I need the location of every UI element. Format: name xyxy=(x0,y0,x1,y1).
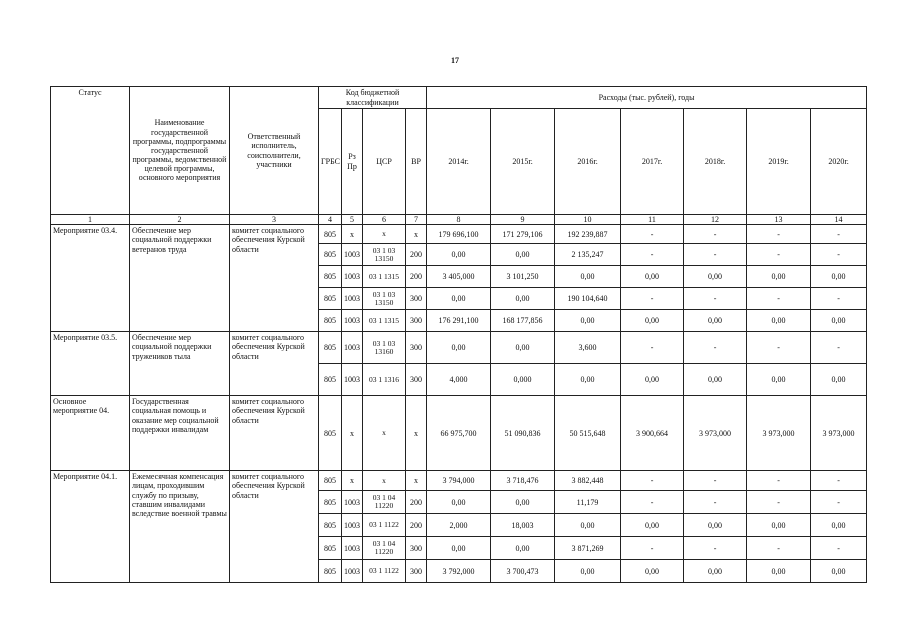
expense-value-cell: 0,00 xyxy=(555,310,621,332)
expense-value-cell: 2 135,247 xyxy=(555,244,621,266)
expense-value-cell: 3 973,000 xyxy=(747,396,811,471)
responsible-cell: комитет социального обеспечения Курской области xyxy=(230,396,319,471)
expense-value-cell: 0,00 xyxy=(747,266,811,288)
expense-value-cell: 3 900,664 xyxy=(621,396,684,471)
vr-cell: 300 xyxy=(406,332,427,364)
expense-value-cell: 18,003 xyxy=(491,514,555,537)
column-number: 3 xyxy=(230,215,319,225)
rzpr-cell: х xyxy=(342,396,363,471)
csr-cell: х xyxy=(363,225,406,244)
table-body xyxy=(51,215,867,583)
expense-value-cell: - xyxy=(811,225,867,244)
grbs-cell: 805 xyxy=(319,396,342,471)
expense-value-cell: - xyxy=(621,471,684,491)
header-year: 2018г. xyxy=(684,109,747,215)
expense-value-cell: - xyxy=(621,537,684,560)
status-cell: Мероприятие 04.1. xyxy=(51,471,130,583)
expense-value-cell: 3 871,269 xyxy=(555,537,621,560)
expense-value-cell: 0,00 xyxy=(621,514,684,537)
expense-value-cell: 50 515,648 xyxy=(555,396,621,471)
grbs-cell: 805 xyxy=(319,491,342,514)
column-number: 6 xyxy=(363,215,406,225)
status-cell: Мероприятие 03.4. xyxy=(51,225,130,332)
expense-value-cell: 0,00 xyxy=(747,310,811,332)
grbs-cell: 805 xyxy=(319,244,342,266)
column-number: 13 xyxy=(747,215,811,225)
expense-value-cell: 0,00 xyxy=(491,491,555,514)
expense-value-cell: 3 101,250 xyxy=(491,266,555,288)
rzpr-cell: 1003 xyxy=(342,364,363,396)
expense-value-cell: - xyxy=(684,471,747,491)
expense-value-cell: 3 792,000 xyxy=(427,560,491,583)
rzpr-cell: 1003 xyxy=(342,514,363,537)
expense-value-cell: 3,600 xyxy=(555,332,621,364)
expense-value-cell: 0,00 xyxy=(555,560,621,583)
expense-value-cell: - xyxy=(811,471,867,491)
expense-value-cell: 0,00 xyxy=(555,364,621,396)
responsible-cell: комитет социального обеспечения Курской области xyxy=(230,332,319,396)
status-cell: Мероприятие 03.5. xyxy=(51,332,130,396)
header-csr: ЦСР xyxy=(363,109,406,215)
program-name-cell: Государственная социальная помощь и оказание мер социальной поддержки инвалидам xyxy=(130,396,230,471)
header-year: 2016г. xyxy=(555,109,621,215)
expense-value-cell: 192 239,887 xyxy=(555,225,621,244)
page-number: 17 xyxy=(451,56,459,65)
expense-value-cell: 179 696,100 xyxy=(427,225,491,244)
column-number: 1 xyxy=(51,215,130,225)
expense-value-cell: 3 973,000 xyxy=(811,396,867,471)
expense-value-cell: - xyxy=(747,332,811,364)
expense-value-cell: - xyxy=(684,491,747,514)
expense-value-cell: 0,00 xyxy=(747,514,811,537)
expense-value-cell: 0,00 xyxy=(811,310,867,332)
rzpr-cell: х xyxy=(342,225,363,244)
header-year: 2015г. xyxy=(491,109,555,215)
expense-value-cell: - xyxy=(684,225,747,244)
column-number: 8 xyxy=(427,215,491,225)
expense-value-cell: 66 975,700 xyxy=(427,396,491,471)
table-row xyxy=(51,396,867,471)
rzpr-cell: х xyxy=(342,471,363,491)
expense-value-cell: - xyxy=(684,288,747,310)
rzpr-cell: 1003 xyxy=(342,244,363,266)
column-number: 10 xyxy=(555,215,621,225)
vr-cell: х xyxy=(406,225,427,244)
program-name-cell: Ежемесячная компенсация лицам, проходившим службу по призыву, ставшим инвалидами вследствие военной травмы xyxy=(130,471,230,583)
expense-value-cell: 3 973,000 xyxy=(684,396,747,471)
expense-value-cell: 0,00 xyxy=(747,364,811,396)
responsible-cell: комитет социального обеспечения Курской области xyxy=(230,225,319,332)
expense-value-cell: - xyxy=(621,244,684,266)
program-name-cell: Обеспечение мер социальной поддержки тружеников тыла xyxy=(130,332,230,396)
expense-value-cell: 176 291,100 xyxy=(427,310,491,332)
rzpr-cell: 1003 xyxy=(342,266,363,288)
column-number: 11 xyxy=(621,215,684,225)
vr-cell: х xyxy=(406,471,427,491)
column-number: 7 xyxy=(406,215,427,225)
expense-value-cell: - xyxy=(811,491,867,514)
header-program-name: Наименование государственной программы, подпрограммы государственной программы, ведомственной целевой программы, основного мероприятия xyxy=(130,87,230,215)
expense-value-cell: 0,00 xyxy=(555,514,621,537)
table-row xyxy=(51,332,867,364)
header-grbs: ГРБС xyxy=(319,109,342,215)
expense-value-cell: - xyxy=(811,288,867,310)
vr-cell: 200 xyxy=(406,266,427,288)
expense-value-cell: 3 718,476 xyxy=(491,471,555,491)
csr-cell: 03 1 04 11220 xyxy=(363,537,406,560)
expense-value-cell: - xyxy=(621,225,684,244)
expense-value-cell: 0,00 xyxy=(684,310,747,332)
expense-value-cell: 2,000 xyxy=(427,514,491,537)
expense-value-cell: 3 700,473 xyxy=(491,560,555,583)
expense-value-cell: 0,00 xyxy=(427,491,491,514)
table-row xyxy=(51,471,867,491)
csr-cell: 03 1 1122 xyxy=(363,560,406,583)
expense-value-cell: 0,00 xyxy=(491,537,555,560)
expense-value-cell: - xyxy=(747,288,811,310)
expense-value-cell: 0,00 xyxy=(491,244,555,266)
expense-value-cell: 0,00 xyxy=(427,288,491,310)
expense-value-cell: 0,00 xyxy=(811,266,867,288)
expense-value-cell: - xyxy=(811,332,867,364)
rzpr-cell: 1003 xyxy=(342,537,363,560)
column-number-row xyxy=(51,215,867,225)
expense-value-cell: - xyxy=(621,332,684,364)
vr-cell: 300 xyxy=(406,310,427,332)
rzpr-cell: 1003 xyxy=(342,310,363,332)
responsible-cell: комитет социального обеспечения Курской области xyxy=(230,471,319,583)
expense-value-cell: 0,00 xyxy=(811,514,867,537)
expense-value-cell: 0,00 xyxy=(427,332,491,364)
header-year: 2014г. xyxy=(427,109,491,215)
vr-cell: х xyxy=(406,396,427,471)
csr-cell: 03 1 03 13150 xyxy=(363,244,406,266)
expense-value-cell: - xyxy=(811,244,867,266)
rzpr-cell: 1003 xyxy=(342,491,363,514)
header-year: 2017г. xyxy=(621,109,684,215)
csr-cell: 03 1 1122 xyxy=(363,514,406,537)
budget-table xyxy=(50,86,867,583)
expense-value-cell: 0,00 xyxy=(621,560,684,583)
expense-value-cell: - xyxy=(747,491,811,514)
expense-value-cell: - xyxy=(747,537,811,560)
column-number: 4 xyxy=(319,215,342,225)
expense-value-cell: - xyxy=(684,332,747,364)
expense-value-cell: - xyxy=(747,471,811,491)
status-cell: Основное мероприятие 04. xyxy=(51,396,130,471)
expense-value-cell: 0,00 xyxy=(684,266,747,288)
expense-value-cell: 0,00 xyxy=(684,560,747,583)
header-vr: ВР xyxy=(406,109,427,215)
vr-cell: 300 xyxy=(406,560,427,583)
rzpr-cell: 1003 xyxy=(342,332,363,364)
expense-value-cell: 0,00 xyxy=(427,244,491,266)
vr-cell: 300 xyxy=(406,537,427,560)
expense-value-cell: - xyxy=(747,225,811,244)
grbs-cell: 805 xyxy=(319,225,342,244)
csr-cell: х xyxy=(363,471,406,491)
rzpr-cell: 1003 xyxy=(342,560,363,583)
expense-value-cell: 11,179 xyxy=(555,491,621,514)
rzpr-cell: 1003 xyxy=(342,288,363,310)
program-name-cell: Обеспечение мер социальной поддержки ветеранов труда xyxy=(130,225,230,332)
csr-cell: 03 1 03 13150 xyxy=(363,288,406,310)
column-number: 9 xyxy=(491,215,555,225)
csr-cell: х xyxy=(363,396,406,471)
csr-cell: 03 1 1315 xyxy=(363,266,406,288)
expense-value-cell: - xyxy=(621,288,684,310)
csr-cell: 03 1 04 11220 xyxy=(363,491,406,514)
grbs-cell: 805 xyxy=(319,514,342,537)
vr-cell: 300 xyxy=(406,288,427,310)
vr-cell: 200 xyxy=(406,491,427,514)
grbs-cell: 805 xyxy=(319,288,342,310)
vr-cell: 300 xyxy=(406,364,427,396)
expense-value-cell: 3 405,000 xyxy=(427,266,491,288)
grbs-cell: 805 xyxy=(319,364,342,396)
header-year: 2020г. xyxy=(811,109,867,215)
grbs-cell: 805 xyxy=(319,471,342,491)
column-number: 5 xyxy=(342,215,363,225)
header-rzpr: Рз Пр xyxy=(342,109,363,215)
expense-value-cell: 0,00 xyxy=(621,310,684,332)
expense-value-cell: 168 177,856 xyxy=(491,310,555,332)
csr-cell: 03 1 1316 xyxy=(363,364,406,396)
expense-value-cell: 4,000 xyxy=(427,364,491,396)
expense-value-cell: - xyxy=(684,244,747,266)
header-budget-code: Код бюджетной классификации xyxy=(319,87,427,109)
grbs-cell: 805 xyxy=(319,332,342,364)
table-row xyxy=(51,225,867,244)
header-year: 2019г. xyxy=(747,109,811,215)
expense-value-cell: - xyxy=(684,537,747,560)
grbs-cell: 805 xyxy=(319,310,342,332)
expense-value-cell: 171 279,106 xyxy=(491,225,555,244)
column-number: 2 xyxy=(130,215,230,225)
expense-value-cell: 51 090,836 xyxy=(491,396,555,471)
grbs-cell: 805 xyxy=(319,266,342,288)
csr-cell: 03 1 1315 xyxy=(363,310,406,332)
header-expenses: Расходы (тыс. рублей), годы xyxy=(427,87,867,109)
expense-value-cell: 0,00 xyxy=(427,537,491,560)
header-responsible: Ответственный исполнитель, соисполнители, участники xyxy=(230,87,319,215)
expense-value-cell: 3 794,000 xyxy=(427,471,491,491)
expense-value-cell: 0,00 xyxy=(491,288,555,310)
expense-value-cell: 0,00 xyxy=(684,514,747,537)
vr-cell: 200 xyxy=(406,244,427,266)
expense-value-cell: - xyxy=(811,537,867,560)
expense-value-cell: 190 104,640 xyxy=(555,288,621,310)
expense-value-cell: 0,00 xyxy=(555,266,621,288)
expense-value-cell: 0,00 xyxy=(491,332,555,364)
expense-value-cell: 0,00 xyxy=(811,560,867,583)
column-number: 14 xyxy=(811,215,867,225)
expense-value-cell: 0,00 xyxy=(811,364,867,396)
grbs-cell: 805 xyxy=(319,537,342,560)
expense-value-cell: 0,000 xyxy=(491,364,555,396)
grbs-cell: 805 xyxy=(319,560,342,583)
header-status: Статус xyxy=(51,87,130,215)
expense-value-cell: - xyxy=(621,491,684,514)
expense-value-cell: 3 882,448 xyxy=(555,471,621,491)
column-number: 12 xyxy=(684,215,747,225)
expense-value-cell: - xyxy=(747,244,811,266)
expense-value-cell: 0,00 xyxy=(621,364,684,396)
vr-cell: 200 xyxy=(406,514,427,537)
expense-value-cell: 0,00 xyxy=(684,364,747,396)
csr-cell: 03 1 03 13160 xyxy=(363,332,406,364)
expense-value-cell: 0,00 xyxy=(621,266,684,288)
expense-value-cell: 0,00 xyxy=(747,560,811,583)
